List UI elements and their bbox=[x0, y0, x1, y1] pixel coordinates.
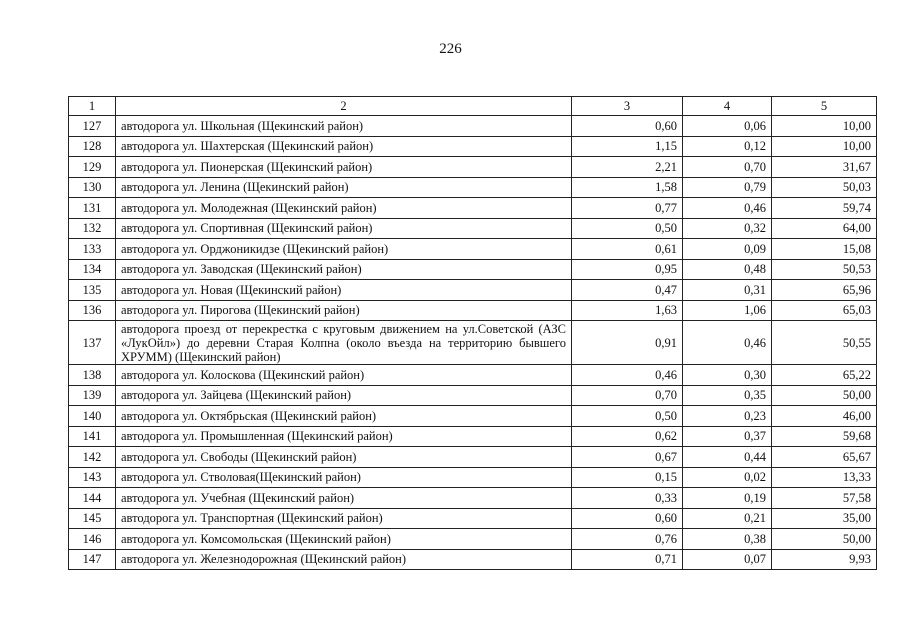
column-4-cell: 0,30 bbox=[683, 365, 772, 386]
column-4-cell: 0,12 bbox=[683, 136, 772, 157]
column-4-cell: 0,06 bbox=[683, 116, 772, 137]
road-name-cell: автодорога ул. Заводская (Щекинский район) bbox=[116, 259, 572, 280]
row-number-cell: 131 bbox=[69, 198, 116, 219]
column-4-cell: 0,23 bbox=[683, 406, 772, 427]
column-4-cell: 0,48 bbox=[683, 259, 772, 280]
row-number-cell: 129 bbox=[69, 157, 116, 178]
column-3-cell: 0,50 bbox=[572, 406, 683, 427]
row-number-cell: 132 bbox=[69, 218, 116, 239]
column-4-cell: 0,44 bbox=[683, 447, 772, 468]
table-row bbox=[69, 177, 877, 198]
column-3-cell: 0,70 bbox=[572, 385, 683, 406]
column-5-cell: 59,68 bbox=[772, 426, 877, 447]
table-row bbox=[69, 447, 877, 468]
column-5-cell: 9,93 bbox=[772, 549, 877, 570]
road-name-cell: автодорога ул. Спортивная (Щекинский район) bbox=[116, 218, 572, 239]
road-name-cell: автодорога проезд от перекрестка с круговым движением на ул.Советской (АЗС «ЛукОйл») до деревни Старая Колпна (около въезда на территорию бывшего ХРУММ) (Щекинский район) bbox=[116, 321, 572, 365]
table-row bbox=[69, 136, 877, 157]
row-number-cell: 128 bbox=[69, 136, 116, 157]
column-3-cell: 0,91 bbox=[572, 321, 683, 365]
page-number: 226 bbox=[439, 41, 462, 57]
road-name-cell: автодорога ул. Орджоникидзе (Щекинский район) bbox=[116, 239, 572, 260]
column-header: 1 bbox=[69, 97, 116, 116]
column-5-cell: 65,22 bbox=[772, 365, 877, 386]
column-5-cell: 65,03 bbox=[772, 300, 877, 321]
table-row bbox=[69, 157, 877, 178]
row-number-cell: 135 bbox=[69, 280, 116, 301]
road-name-cell: автодорога ул. Транспортная (Щекинский район) bbox=[116, 508, 572, 529]
table-row bbox=[69, 426, 877, 447]
column-3-cell: 2,21 bbox=[572, 157, 683, 178]
column-4-cell: 0,35 bbox=[683, 385, 772, 406]
column-4-cell: 0,46 bbox=[683, 198, 772, 219]
column-3-cell: 0,62 bbox=[572, 426, 683, 447]
road-name-cell: автодорога ул. Молодежная (Щекинский район) bbox=[116, 198, 572, 219]
column-3-cell: 0,33 bbox=[572, 488, 683, 509]
row-number-cell: 138 bbox=[69, 365, 116, 386]
row-number-cell: 133 bbox=[69, 239, 116, 260]
table-body bbox=[69, 116, 877, 570]
column-3-cell: 1,58 bbox=[572, 177, 683, 198]
road-name-cell: автодорога ул. Колоскова (Щекинский район) bbox=[116, 365, 572, 386]
row-number-cell: 142 bbox=[69, 447, 116, 468]
column-5-cell: 65,96 bbox=[772, 280, 877, 301]
table-row bbox=[69, 488, 877, 509]
row-number-cell: 143 bbox=[69, 467, 116, 488]
column-5-cell: 65,67 bbox=[772, 447, 877, 468]
column-5-cell: 46,00 bbox=[772, 406, 877, 427]
road-name-cell: автодорога ул. Зайцева (Щекинский район) bbox=[116, 385, 572, 406]
column-5-cell: 13,33 bbox=[772, 467, 877, 488]
row-number-cell: 144 bbox=[69, 488, 116, 509]
column-3-cell: 0,67 bbox=[572, 447, 683, 468]
column-3-cell: 0,15 bbox=[572, 467, 683, 488]
table-row bbox=[69, 280, 877, 301]
column-5-cell: 31,67 bbox=[772, 157, 877, 178]
data-table bbox=[68, 96, 877, 570]
row-number-cell: 140 bbox=[69, 406, 116, 427]
column-3-cell: 0,46 bbox=[572, 365, 683, 386]
road-name-cell: автодорога ул. Свободы (Щекинский район) bbox=[116, 447, 572, 468]
row-number-cell: 146 bbox=[69, 529, 116, 550]
column-5-cell: 50,55 bbox=[772, 321, 877, 365]
row-number-cell: 139 bbox=[69, 385, 116, 406]
column-4-cell: 0,70 bbox=[683, 157, 772, 178]
column-3-cell: 1,63 bbox=[572, 300, 683, 321]
road-name-cell: автодорога ул. Комсомольская (Щекинский район) bbox=[116, 529, 572, 550]
column-4-cell: 0,07 bbox=[683, 549, 772, 570]
column-4-cell: 0,32 bbox=[683, 218, 772, 239]
row-number-cell: 141 bbox=[69, 426, 116, 447]
table-row bbox=[69, 406, 877, 427]
column-4-cell: 0,19 bbox=[683, 488, 772, 509]
column-3-cell: 1,15 bbox=[572, 136, 683, 157]
column-5-cell: 57,58 bbox=[772, 488, 877, 509]
column-4-cell: 1,06 bbox=[683, 300, 772, 321]
row-number-cell: 134 bbox=[69, 259, 116, 280]
row-number-cell: 130 bbox=[69, 177, 116, 198]
row-number-cell: 127 bbox=[69, 116, 116, 137]
column-4-cell: 0,02 bbox=[683, 467, 772, 488]
column-5-cell: 35,00 bbox=[772, 508, 877, 529]
road-name-cell: автодорога ул. Новая (Щекинский район) bbox=[116, 280, 572, 301]
column-3-cell: 0,50 bbox=[572, 218, 683, 239]
road-name-cell: автодорога ул. Учебная (Щекинский район) bbox=[116, 488, 572, 509]
column-3-cell: 0,76 bbox=[572, 529, 683, 550]
column-4-cell: 0,37 bbox=[683, 426, 772, 447]
table-row bbox=[69, 218, 877, 239]
row-number-cell: 137 bbox=[69, 321, 116, 365]
row-number-cell: 145 bbox=[69, 508, 116, 529]
table-row bbox=[69, 549, 877, 570]
column-5-cell: 10,00 bbox=[772, 136, 877, 157]
table-row bbox=[69, 259, 877, 280]
road-name-cell: автодорога ул. Стволовая(Щекинский район) bbox=[116, 467, 572, 488]
column-5-cell: 50,03 bbox=[772, 177, 877, 198]
road-name-cell: автодорога ул. Школьная (Щекинский район) bbox=[116, 116, 572, 137]
column-3-cell: 0,60 bbox=[572, 116, 683, 137]
table-row bbox=[69, 198, 877, 219]
column-5-cell: 64,00 bbox=[772, 218, 877, 239]
column-4-cell: 0,31 bbox=[683, 280, 772, 301]
column-header: 3 bbox=[572, 97, 683, 116]
column-4-cell: 0,79 bbox=[683, 177, 772, 198]
column-header: 5 bbox=[772, 97, 877, 116]
road-name-cell: автодорога ул. Железнодорожная (Щекинский район) bbox=[116, 549, 572, 570]
column-3-cell: 0,61 bbox=[572, 239, 683, 260]
table-row bbox=[69, 365, 877, 386]
row-number-cell: 136 bbox=[69, 300, 116, 321]
column-4-cell: 0,38 bbox=[683, 529, 772, 550]
table-row bbox=[69, 116, 877, 137]
table-row bbox=[69, 508, 877, 529]
column-5-cell: 15,08 bbox=[772, 239, 877, 260]
road-name-cell: автодорога ул. Октябрьская (Щекинский район) bbox=[116, 406, 572, 427]
column-3-cell: 0,95 bbox=[572, 259, 683, 280]
column-3-cell: 0,47 bbox=[572, 280, 683, 301]
table-row bbox=[69, 385, 877, 406]
table-header-row bbox=[69, 97, 877, 116]
column-5-cell: 50,53 bbox=[772, 259, 877, 280]
column-5-cell: 50,00 bbox=[772, 529, 877, 550]
road-name-cell: автодорога ул. Промышленная (Щекинский район) bbox=[116, 426, 572, 447]
column-3-cell: 0,77 bbox=[572, 198, 683, 219]
road-name-cell: автодорога ул. Пионерская (Щекинский район) bbox=[116, 157, 572, 178]
column-4-cell: 0,21 bbox=[683, 508, 772, 529]
road-name-cell: автодорога ул. Пирогова (Щекинский район) bbox=[116, 300, 572, 321]
column-5-cell: 59,74 bbox=[772, 198, 877, 219]
table-row bbox=[69, 529, 877, 550]
column-4-cell: 0,09 bbox=[683, 239, 772, 260]
table-row bbox=[69, 467, 877, 488]
column-4-cell: 0,46 bbox=[683, 321, 772, 365]
column-5-cell: 50,00 bbox=[772, 385, 877, 406]
column-3-cell: 0,60 bbox=[572, 508, 683, 529]
table-row bbox=[69, 321, 877, 365]
column-5-cell: 10,00 bbox=[772, 116, 877, 137]
table-row bbox=[69, 300, 877, 321]
column-3-cell: 0,71 bbox=[572, 549, 683, 570]
column-header: 2 bbox=[116, 97, 572, 116]
road-name-cell: автодорога ул. Ленина (Щекинский район) bbox=[116, 177, 572, 198]
column-header: 4 bbox=[683, 97, 772, 116]
row-number-cell: 147 bbox=[69, 549, 116, 570]
table-row bbox=[69, 239, 877, 260]
road-name-cell: автодорога ул. Шахтерская (Щекинский район) bbox=[116, 136, 572, 157]
